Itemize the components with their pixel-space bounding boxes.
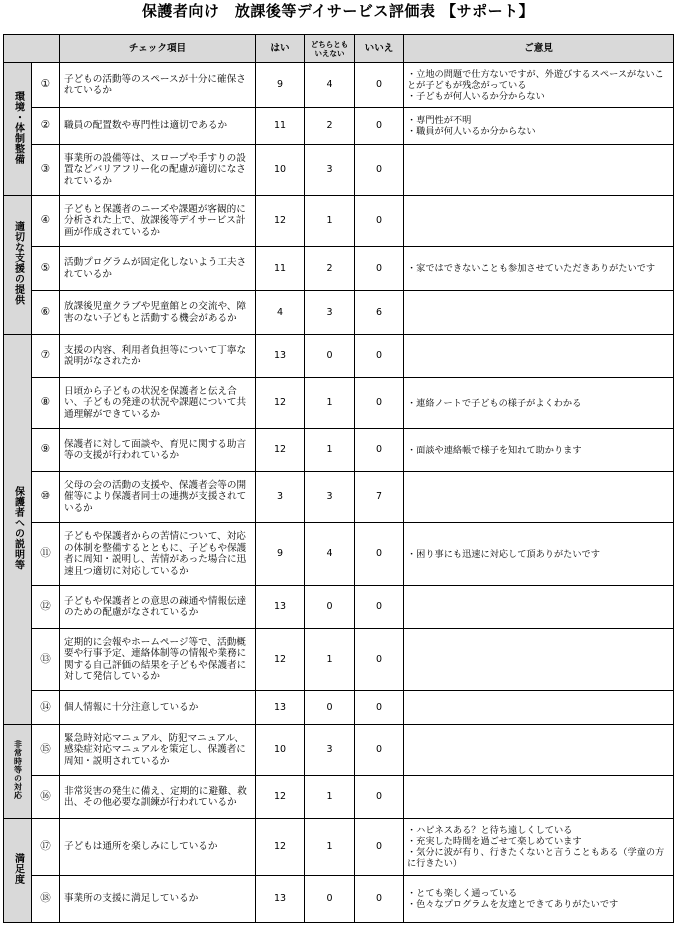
comments-cell — [404, 429, 674, 472]
item-number: ⑥ — [32, 291, 60, 335]
yes-count: 10 — [256, 145, 305, 196]
no-count: 6 — [355, 291, 404, 335]
check-item-text: 放課後児童クラブや児童館との交流や、障害のない子どもと活動する機会があるか — [60, 291, 256, 335]
check-item-text: 子どもや保護者からの苦情について、対応の体制を整備するとともに、子どもや保護者に周知・説明し、苦情があった場合に迅速且つ適切に対応しているか — [60, 523, 256, 586]
item-number: ⑩ — [32, 472, 60, 523]
yes-count: 12 — [256, 378, 305, 429]
yes-count: 12 — [256, 196, 305, 247]
yes-count: 10 — [256, 725, 305, 776]
no-count: 0 — [355, 247, 404, 291]
item-number: ⑪ — [32, 523, 60, 586]
comments-cell — [404, 629, 674, 691]
no-count: 0 — [355, 108, 404, 145]
comment-line: ・立地の問題で仕方ないですが、外遊びするスペースがないことが子どもが残念がっている — [407, 68, 664, 91]
check-item-text: 日頃から子どもの状況を保護者と伝え合い、子どもの発達の状況や課題について共通理解ができているか — [60, 378, 256, 429]
neither-count: 3 — [305, 725, 355, 776]
neither-count: 1 — [305, 776, 355, 819]
comment-line: ・連絡ノートで子どもの様子がよくわかる — [407, 397, 582, 409]
no-count: 0 — [355, 819, 404, 876]
neither-count: 4 — [305, 523, 355, 586]
yes-count: 4 — [256, 291, 305, 335]
table-row — [4, 691, 674, 725]
table-row — [4, 876, 674, 923]
item-number: ⑯ — [32, 776, 60, 819]
category-label: 保護者への説明等 — [12, 485, 24, 570]
check-item-text: 活動プログラムが固定化しないよう工夫されているか — [60, 247, 256, 291]
comments-cell — [404, 819, 674, 876]
item-number: ⑧ — [32, 378, 60, 429]
item-number: ⑮ — [32, 725, 60, 776]
check-item-text: 支援の内容、利用者負担等について丁寧な説明がなされたか — [60, 335, 256, 378]
neither-count: 0 — [305, 691, 355, 725]
neither-count: 2 — [305, 108, 355, 145]
header-yes: はい — [256, 35, 305, 63]
neither-count: 1 — [305, 378, 355, 429]
comments-cell — [404, 725, 674, 776]
neither-count: 1 — [305, 196, 355, 247]
no-count: 0 — [355, 523, 404, 586]
table-row — [4, 196, 674, 247]
check-item-text: 父母の会の活動の支援や、保護者会等の開催等により保護者同士の連携が支援されているか — [60, 472, 256, 523]
table-row — [4, 108, 674, 145]
comment-line: ・子どもが何人いるか分からない — [407, 90, 545, 102]
no-count: 0 — [355, 725, 404, 776]
item-number: ④ — [32, 196, 60, 247]
yes-count: 13 — [256, 586, 305, 629]
item-number: ③ — [32, 145, 60, 196]
comment-line: ・充実した時間を過ごせて楽しめています — [407, 836, 582, 847]
neither-count: 1 — [305, 629, 355, 691]
item-number: ② — [32, 108, 60, 145]
yes-count: 13 — [256, 335, 305, 378]
category-label: 非常時等の対応 — [13, 740, 23, 800]
neither-count: 3 — [305, 291, 355, 335]
yes-count: 13 — [256, 876, 305, 923]
yes-count: 12 — [256, 819, 305, 876]
check-item-text: 職員の配置数や専門性は適切であるか — [60, 108, 256, 145]
comments-cell — [404, 378, 674, 429]
table-row — [4, 291, 674, 335]
table-row — [4, 819, 674, 876]
yes-count: 11 — [256, 247, 305, 291]
category-cell — [4, 63, 32, 196]
table-row — [4, 472, 674, 523]
no-count: 0 — [355, 63, 404, 108]
header-row — [4, 35, 674, 63]
yes-count: 3 — [256, 472, 305, 523]
comment-line: ・困り事にも迅速に対応して頂ありがたいです — [407, 548, 600, 560]
comment-line: ・専門性が不明 — [407, 115, 472, 126]
yes-count: 12 — [256, 629, 305, 691]
header-comments: ご意見 — [404, 35, 674, 63]
comment-line: ・家ではできないことも参加させていただきありがたいです — [407, 263, 656, 274]
item-number: ① — [32, 63, 60, 108]
table-row — [4, 145, 674, 196]
no-count: 0 — [355, 586, 404, 629]
yes-count: 9 — [256, 63, 305, 108]
no-count: 0 — [355, 691, 404, 725]
category-cell — [4, 725, 32, 819]
table-row — [4, 586, 674, 629]
comments-cell — [404, 876, 674, 923]
yes-count: 12 — [256, 429, 305, 472]
header-blank — [4, 35, 60, 63]
no-count: 0 — [355, 776, 404, 819]
category-label: 環境・体制整備 — [12, 90, 24, 164]
category-label: 満足度 — [12, 853, 24, 885]
comment-line: ・ハピネスある？と待ち遠しくしている — [407, 825, 573, 836]
comments-cell — [404, 291, 674, 335]
comments-cell — [404, 691, 674, 725]
evaluation-table — [3, 34, 674, 923]
no-count: 0 — [355, 378, 404, 429]
neither-count: 0 — [305, 876, 355, 923]
no-count: 0 — [355, 335, 404, 378]
comments-cell — [404, 586, 674, 629]
no-count: 0 — [355, 145, 404, 196]
table-row — [4, 335, 674, 378]
check-item-text: 事業所の支援に満足しているか — [60, 876, 256, 923]
item-number: ⑬ — [32, 629, 60, 691]
comments-cell — [404, 108, 674, 145]
check-item-text: 緊急時対応マニュアル、防犯マニュアル、感染症対応マニュアルを策定し、保護者に周知・説明されているか — [60, 725, 256, 776]
check-item-text: 保護者に対して面談や、育児に関する助言等の支援が行われているか — [60, 429, 256, 472]
check-item-text: 非常災害の発生に備え、定期的に避難、救出、その他必要な訓練が行われているか — [60, 776, 256, 819]
check-item-text: 子どもや保護者との意思の疎通や情報伝達のための配慮がなされているか — [60, 586, 256, 629]
page-title: 保護者向け 放課後等デイサービス評価表 【サポート】 — [141, 2, 535, 20]
no-count: 0 — [355, 196, 404, 247]
neither-count: 3 — [305, 472, 355, 523]
check-item-text: 子どもの活動等のスペースが十分に確保されているか — [60, 63, 256, 108]
comment-line: ・とても楽しく通っている — [407, 888, 518, 899]
yes-count: 11 — [256, 108, 305, 145]
neither-count: 2 — [305, 247, 355, 291]
comment-line: ・色々なプログラムを友達とできてありがたいです — [407, 899, 619, 910]
comment-line: ・職員が何人いるか分からない — [407, 126, 536, 137]
header-check-item: チェック項目 — [60, 35, 256, 63]
no-count: 7 — [355, 472, 404, 523]
table-row — [4, 378, 674, 429]
neither-count: 4 — [305, 63, 355, 108]
no-count: 0 — [355, 429, 404, 472]
comments-cell — [404, 523, 674, 586]
category-cell — [4, 335, 32, 725]
comments-cell — [404, 63, 674, 108]
neither-count: 1 — [305, 429, 355, 472]
check-item-text: 事業所の設備等は、スロープや手すりの設置などバリアフリー化の配慮が適切になされているか — [60, 145, 256, 196]
header-neither: どちらとも いえない — [305, 35, 355, 63]
neither-count: 0 — [305, 586, 355, 629]
comment-line: ・気分に波が有り、行きたくないと言うこともある（学童の方に行きたい） — [407, 847, 665, 869]
item-number: ⑨ — [32, 429, 60, 472]
item-number: ⑦ — [32, 335, 60, 378]
category-label: 適切な支援の提供 — [12, 221, 24, 306]
table-row — [4, 725, 674, 776]
comment-line: ・面談や連絡帳で様子を知れて助かります — [407, 444, 582, 456]
neither-count: 0 — [305, 335, 355, 378]
comments-cell — [404, 776, 674, 819]
yes-count: 13 — [256, 691, 305, 725]
table-row — [4, 776, 674, 819]
comments-cell — [404, 247, 674, 291]
category-cell — [4, 819, 32, 923]
comments-cell — [404, 145, 674, 196]
table-row — [4, 629, 674, 691]
check-item-text: 定期的に会報やホームページ等で、活動概要や行事予定、連絡体制等の情報や業務に関する自己評価の結果を子どもや保護者に対して発信しているか — [60, 629, 256, 691]
table-row — [4, 247, 674, 291]
table-row — [4, 429, 674, 472]
neither-count: 3 — [305, 145, 355, 196]
item-number: ⑰ — [32, 819, 60, 876]
item-number: ⑫ — [32, 586, 60, 629]
yes-count: 9 — [256, 523, 305, 586]
comments-cell — [404, 335, 674, 378]
no-count: 0 — [355, 876, 404, 923]
check-item-text: 子どもと保護者のニーズや課題が客観的に分析された上で、放課後等デイサービス計画が作成されているか — [60, 196, 256, 247]
comments-cell — [404, 472, 674, 523]
table-row — [4, 63, 674, 108]
no-count: 0 — [355, 629, 404, 691]
item-number: ⑤ — [32, 247, 60, 291]
comments-cell — [404, 196, 674, 247]
yes-count: 12 — [256, 776, 305, 819]
item-number: ⑭ — [32, 691, 60, 725]
check-item-text: 個人情報に十分注意しているか — [60, 691, 256, 725]
category-cell — [4, 196, 32, 335]
header-no: いいえ — [355, 35, 404, 63]
item-number: ⑱ — [32, 876, 60, 923]
table-row — [4, 523, 674, 586]
neither-count: 1 — [305, 819, 355, 876]
check-item-text: 子どもは通所を楽しみにしているか — [60, 819, 256, 876]
